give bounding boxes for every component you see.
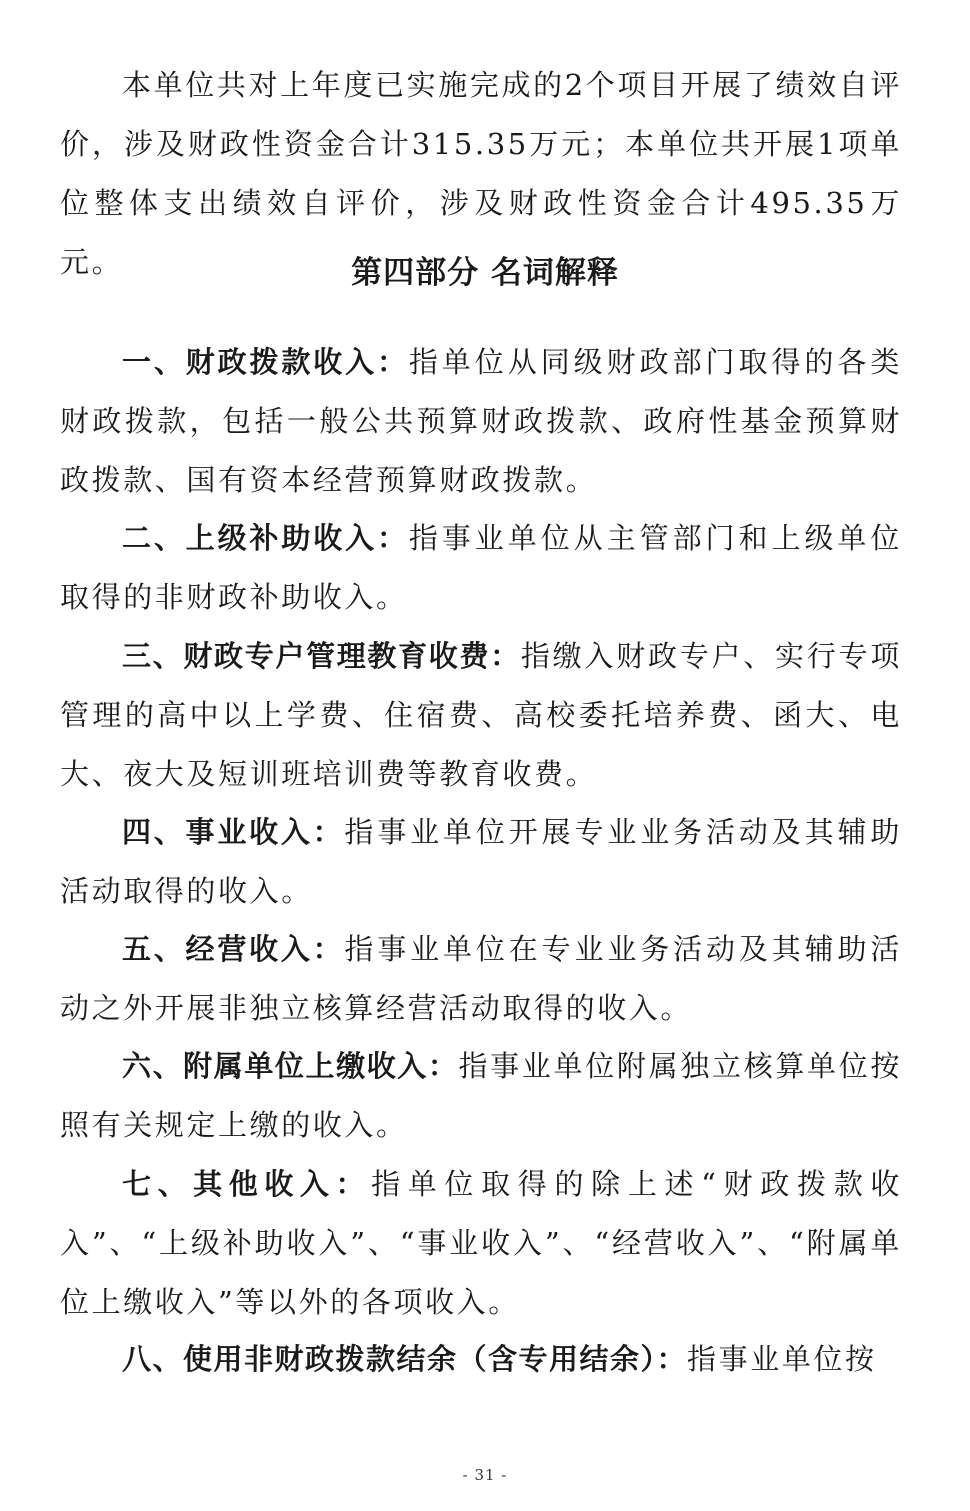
term-entry-5 xyxy=(60,920,902,1038)
term-label: 五、经营收入： xyxy=(122,932,345,966)
term-label: 七、其他收入： xyxy=(122,1167,372,1201)
term-entry-3 xyxy=(60,627,902,804)
term-definition: 指事业单位开展专业业务活动及其辅助活动取得的收入。 xyxy=(60,815,902,908)
term-entry-4 xyxy=(60,803,902,921)
term-definition: 指单位取得的除上述“财政拨款收入”、“上级补助收入”、“事业收入”、“经营收入”、“附属单位上缴收入”等以外的各项收入。 xyxy=(60,1167,902,1319)
term-definition: 指事业单位从主管部门和上级单位取得的非财政补助收入。 xyxy=(60,521,902,614)
intro-paragraph: 本单位共对上年度已实施完成的2个项目开展了绩效自评价，涉及财政性资金合计315.35万元；本单位共开展1项单位整体支出绩效自评价，涉及财政性资金合计495.35万元。 xyxy=(60,68,902,279)
term-label: 一、财政拨款收入： xyxy=(122,345,409,379)
term-label: 二、上级补助收入： xyxy=(122,521,409,555)
page-number: - 31 - xyxy=(462,1466,508,1484)
term-definition: 指事业单位在专业业务活动及其辅助活动之外开展非独立核算经营活动取得的收入。 xyxy=(60,932,902,1025)
term-label: 三、财政专户管理教育收费： xyxy=(122,639,521,673)
term-definition: 指缴入财政专户、实行专项管理的高中以上学费、住宿费、高校委托培养费、函大、电大、夜大及短训班培训费等教育收费。 xyxy=(60,639,902,791)
term-entry-2 xyxy=(60,509,902,627)
section-heading: 第四部分 名词解释 xyxy=(351,255,619,291)
term-definition: 指事业单位按 xyxy=(687,1342,877,1376)
term-label: 六、附属单位上缴收入： xyxy=(122,1049,459,1083)
term-label: 四、事业收入： xyxy=(122,815,345,849)
term-entry-6 xyxy=(60,1037,902,1155)
term-definition: 指事业单位附属独立核算单位按照有关规定上缴的收入。 xyxy=(60,1049,902,1142)
term-definition: 指单位从同级财政部门取得的各类财政拨款，包括一般公共预算财政拨款、政府性基金预算财政拨款、国有资本经营预算财政拨款。 xyxy=(60,345,902,497)
term-entry-1 xyxy=(60,333,902,510)
term-entry-7 xyxy=(60,1155,902,1332)
term-label: 八、使用非财政拨款结余（含专用结余）： xyxy=(122,1342,688,1376)
term-entry-8 xyxy=(60,1330,902,1389)
